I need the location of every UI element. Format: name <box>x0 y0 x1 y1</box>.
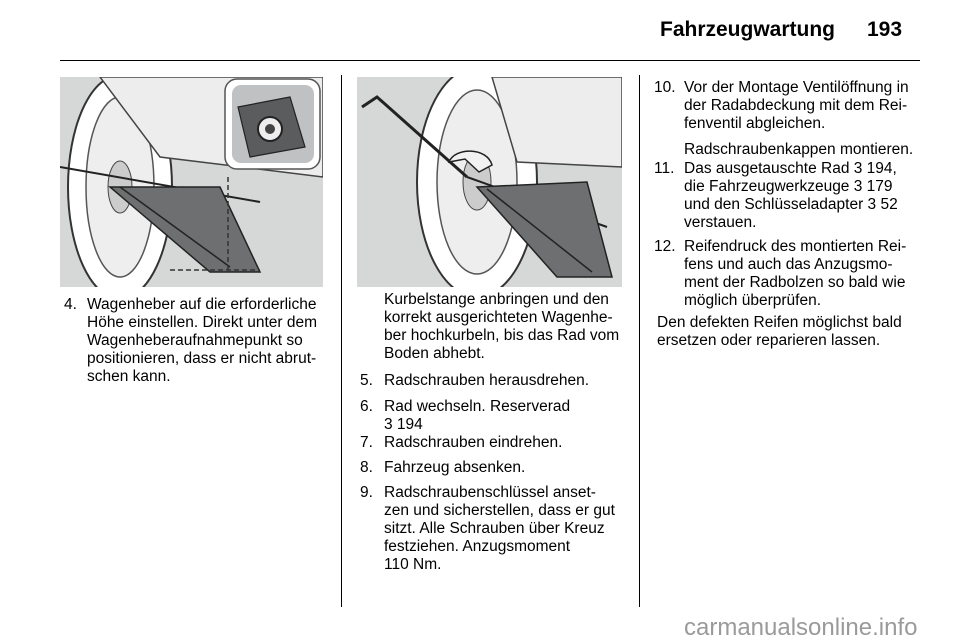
step-number: 12. <box>654 238 676 255</box>
text-line: 110 Nm. <box>384 556 442 573</box>
text-line: verstauen. <box>684 214 757 231</box>
text-line: fenventil abgleichen. <box>684 115 826 132</box>
watermark: carmanualsonline.info <box>684 614 918 641</box>
text-line: Vor der Montage Ventilöffnung in <box>684 79 909 96</box>
text-line: der Radabdeckung mit dem Rei- <box>684 97 908 114</box>
step-number: 4. <box>64 296 77 313</box>
step-number: 10. <box>654 79 676 96</box>
text-line: ersetzen oder reparieren lassen. <box>657 332 881 349</box>
page-number: 193 <box>867 18 903 41</box>
crank-intro-paragraph <box>384 291 634 363</box>
text-line: Radschraubenschlüssel anset- <box>384 484 596 501</box>
step-number: 9. <box>360 484 373 501</box>
text-line: zen und sicherstellen, dass er gut <box>384 502 615 519</box>
text-line: Radschrauben herausdrehen. <box>384 372 590 389</box>
text-line: Wagenheberaufnahmepunkt so <box>87 332 303 349</box>
text-line: Radschrauben eindrehen. <box>384 434 563 451</box>
text-line: sitzt. Alle Schrauben über Kreuz <box>384 520 605 537</box>
text-line: ment der Radbolzen so bald wie <box>684 274 906 291</box>
text-line: fens und auch das Anzugsmo- <box>684 256 893 273</box>
step-number: 6. <box>360 398 373 415</box>
text-line: Das ausgetauschte Rad 3 194, <box>684 160 897 177</box>
text-line: Den defekten Reifen möglichst bald <box>657 314 902 331</box>
column-divider-2 <box>639 75 640 607</box>
text-line: Rad wechseln. Reserverad <box>384 398 571 415</box>
text-line: möglich überprüfen. <box>684 292 821 309</box>
crank-handle-illustration <box>357 77 622 287</box>
jack-position-illustration <box>60 77 323 287</box>
text-line: ber hochkurbeln, bis das Rad vom <box>384 327 620 344</box>
text-line: positionieren, dass er nicht abrut- <box>87 350 317 367</box>
text-line: schen kann. <box>87 368 171 385</box>
closing-paragraph <box>657 314 927 350</box>
text-line: korrekt ausgerichteten Wagenhe- <box>384 309 613 326</box>
step-number: 5. <box>360 372 373 389</box>
cross-reference: 3 194 <box>384 416 423 433</box>
text-line: Kurbelstange anbringen und den <box>384 291 609 308</box>
text-line: Wagenheber auf die erforderliche <box>87 296 317 313</box>
column-divider-1 <box>341 75 342 607</box>
text-line: Reifendruck des montierten Rei- <box>684 238 907 255</box>
step-number: 8. <box>360 459 373 476</box>
step-number: 11. <box>654 160 675 177</box>
header-rule <box>60 60 920 61</box>
text-line: Radschraubenkappen montieren. <box>684 141 914 158</box>
text-line: und den Schlüsseladapter 3 52 <box>684 196 898 213</box>
section-title: Fahrzeugwartung <box>660 18 836 41</box>
text-line: Fahrzeug absenken. <box>384 459 526 476</box>
text-line: festziehen. Anzugsmoment <box>384 538 571 555</box>
text-line: Höhe einstellen. Direkt unter dem <box>87 314 318 331</box>
text-line: Boden abhebt. <box>384 345 485 362</box>
step-number: 7. <box>360 434 373 451</box>
text-line: die Fahrzeugwerkzeuge 3 179 <box>684 178 893 195</box>
